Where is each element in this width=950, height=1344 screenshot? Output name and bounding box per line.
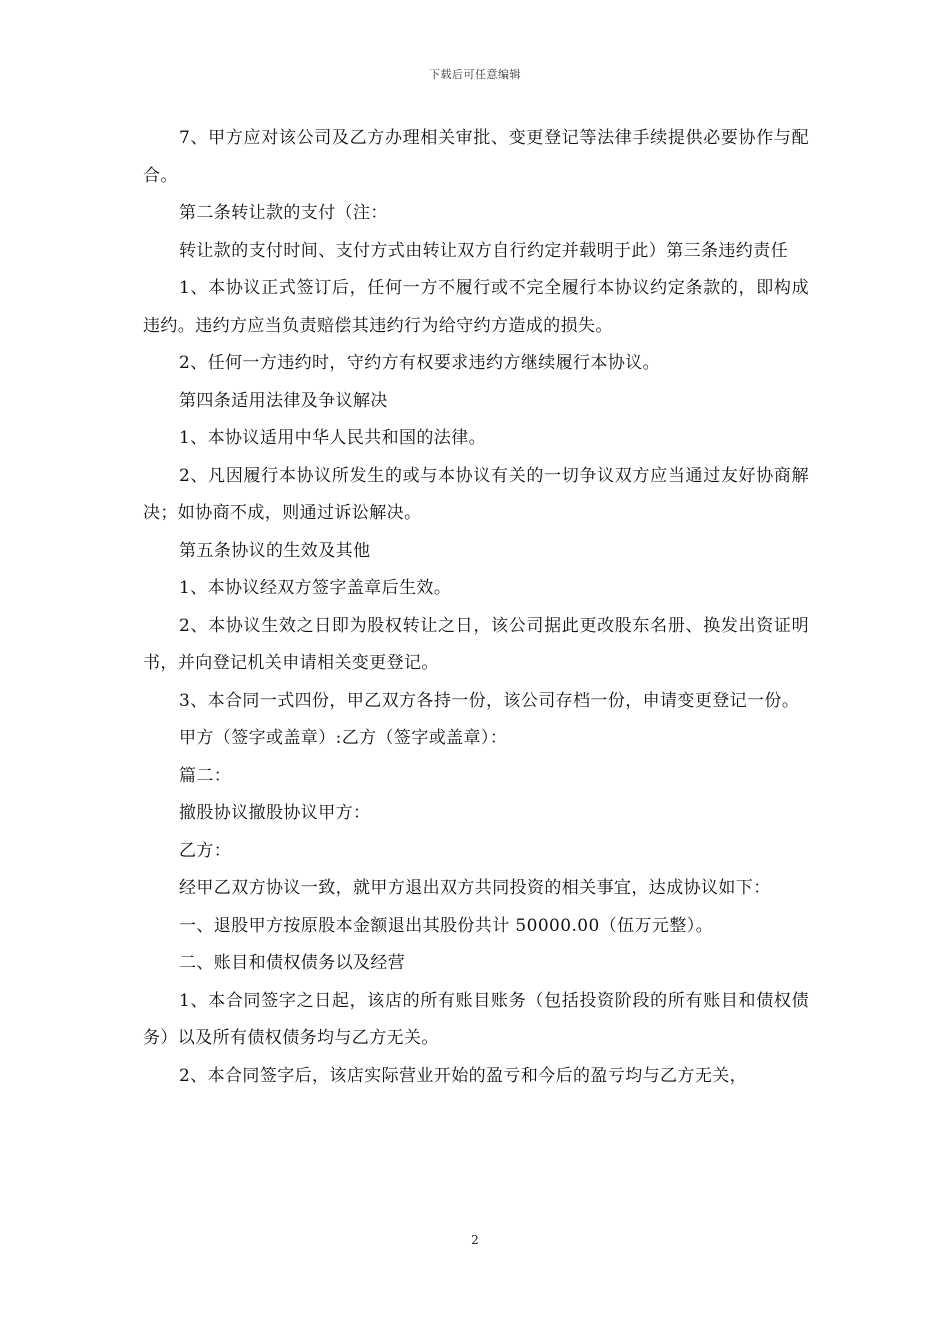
section-heading: 篇二： [179, 765, 232, 786]
paragraph: 一、退股甲方按原股本金额退出其股份共计 50000.00（伍万元整）。 [179, 915, 714, 936]
paragraph: 7、甲方应对该公司及乙方办理相关审批、变更登记等法律手续提供必要协作与配合。 [143, 128, 809, 186]
section-heading: 第五条协议的生效及其他 [179, 540, 371, 561]
paragraph: 第二条转让款的支付（注： [179, 203, 388, 223]
paragraph: 经甲乙双方协议一致，就甲方退出双方共同投资的相关事宜，达成协议如下： [179, 878, 771, 898]
paragraph: 2、任何一方违约时，守约方有权要求违约方继续履行本协议。 [179, 353, 661, 373]
paragraph: 2、本协议生效之日即为股权转让之日，该公司据此更改股东名册、换发出资证明书，并向登记机关申请相关变更登记。 [143, 615, 809, 673]
paragraph: 1、本协议正式签订后，任何一方不履行或不完全履行本协议约定条款的，即构成违约。违约方应当负责赔偿其违约行为给守约方造成的损失。 [143, 278, 809, 336]
paragraph: 1、本协议经双方签字盖章后生效。 [179, 578, 452, 598]
section-heading: 二、账目和债权债务以及经营 [179, 953, 406, 973]
paragraph: 转让款的支付时间、支付方式由转让双方自行约定并载明于此）第三条违约责任 [179, 240, 788, 261]
paragraph: 乙方： [179, 840, 232, 861]
page-number: 2 [471, 1233, 479, 1247]
paragraph: 1、本协议适用中华人民共和国的法律。 [179, 428, 487, 448]
paragraph: 1、本合同签字之日起，该店的所有账目账务（包括投资阶段的所有账目和债权债务）以及所有债权债务均与乙方无关。 [143, 990, 809, 1048]
paragraph: 2、凡因履行本协议所发生的或与本协议有关的一切争议双方应当通过友好协商解决；如协商不成，则通过诉讼解决。 [143, 465, 809, 523]
document-body [143, 120, 809, 1095]
paragraph: 撤股协议撤股协议甲方： [179, 803, 371, 823]
section-heading: 第四条适用法律及争议解决 [179, 390, 388, 411]
paragraph: 3、本合同一式四份，甲乙双方各持一份，该公司存档一份，申请变更登记一份。 [179, 690, 800, 711]
signature-line: 甲方（签字或盖章）:乙方（签字或盖章）： [179, 728, 508, 748]
page-header: 下载后可任意编辑 [429, 68, 521, 81]
paragraph: 2、本合同签字后，该店实际营业开始的盈亏和今后的盈亏均与乙方无关， [179, 1065, 748, 1086]
